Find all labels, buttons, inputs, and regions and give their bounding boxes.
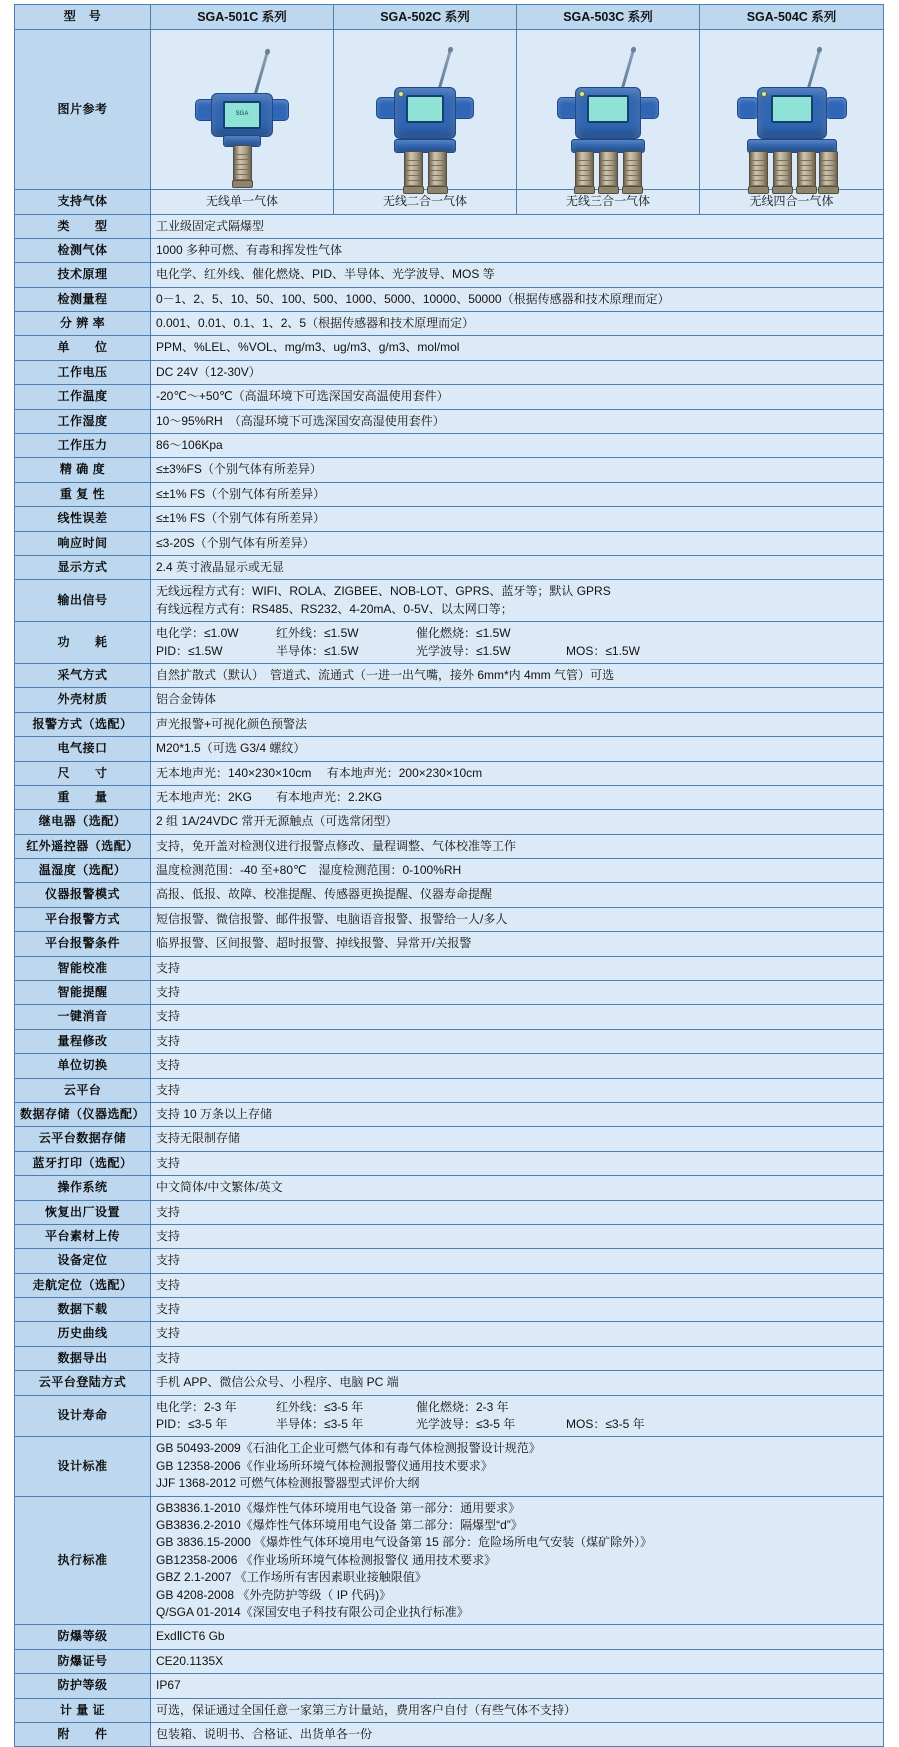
- lifetime-line-1: [156, 1399, 878, 1416]
- lcd-screen: [587, 95, 629, 123]
- row-label: 智能校准: [15, 956, 151, 980]
- row-value: 10～95%RH （高湿环境下可选深国安高湿使用套件）: [151, 409, 884, 433]
- row-value: 支持 10 万条以上存储: [151, 1102, 884, 1126]
- table-row: [15, 1649, 884, 1673]
- device-drawing-3: [533, 35, 683, 185]
- sensor-probe-1: [233, 145, 252, 185]
- design-standard-line: JJF 1368-2012 可燃气体检测报警器型式评价大纲: [156, 1476, 420, 1491]
- lcd-screen: [771, 95, 813, 123]
- row-value: M20*1.5（可选 G3/4 螺纹）: [151, 737, 884, 761]
- row-label: 温湿度（选配）: [15, 859, 151, 883]
- table-row: [15, 531, 884, 555]
- lifetime-item: [566, 1399, 716, 1416]
- design-lifetime-row: [15, 1395, 884, 1437]
- row-label: 一键消音: [15, 1005, 151, 1029]
- row-value: 支持: [151, 1298, 884, 1322]
- row-value: 自然扩散式（默认） 管道式、流通式（一进一出气嘴，接外 6mm*内 4mm 气管）可选: [151, 663, 884, 687]
- exec-standard-line: GB12358-2006 《作业场所环境气体检测报警仪 通用技术要求》: [156, 1552, 497, 1567]
- exec-standard-line: GB3836.1-2010《爆炸性气体环境用电气设备 第一部分：通用要求》: [156, 1500, 521, 1515]
- row-value: 支持: [151, 1151, 884, 1175]
- table-row: [15, 785, 884, 809]
- output-signal-row: [15, 580, 884, 622]
- mount-ear-left: [737, 97, 759, 119]
- row-value: 支持无限制存储: [151, 1127, 884, 1151]
- lifetime-line-2: [156, 1416, 878, 1433]
- table-row: [15, 1249, 884, 1273]
- row-label: 防爆等级: [15, 1625, 151, 1649]
- table-row: [15, 663, 884, 687]
- row-label: 仪器报警模式: [15, 883, 151, 907]
- row-label: 重 复 性: [15, 482, 151, 506]
- row-value: CE20.1135X: [151, 1649, 884, 1673]
- table-row: [15, 1625, 884, 1649]
- row-value: ≤3-20S（个别气体有所差异）: [151, 531, 884, 555]
- table-row: [15, 761, 884, 785]
- row-value: IP67: [151, 1674, 884, 1698]
- table-row: [15, 956, 884, 980]
- table-row: [15, 555, 884, 579]
- sensor-probe-3: [797, 151, 816, 191]
- row-label: 分 辨 率: [15, 312, 151, 336]
- lcd-text: SGA: [235, 110, 249, 117]
- row-label: 防爆证号: [15, 1649, 151, 1673]
- specification-table: [14, 4, 884, 1747]
- table-row: [15, 907, 884, 931]
- sensor-probe-1: [575, 151, 594, 191]
- row-value: 支持: [151, 1200, 884, 1224]
- supported-gas-label: 支持气体: [15, 190, 151, 214]
- exec-standard-line: Q/SGA 01-2014《深国安电子科技有限公司企业执行标准》: [156, 1604, 469, 1619]
- row-label: 单 位: [15, 336, 151, 360]
- table-row: [15, 312, 884, 336]
- table-row: [15, 932, 884, 956]
- table-row: [15, 263, 884, 287]
- power-line-1: [156, 625, 878, 642]
- row-label: 计 量 证: [15, 1698, 151, 1722]
- table-row: [15, 482, 884, 506]
- row-label: 类 型: [15, 214, 151, 238]
- table-row: [15, 458, 884, 482]
- row-value: 中文简体/中文繁体/英文: [151, 1176, 884, 1200]
- table-row: [15, 1371, 884, 1395]
- table-row: [15, 1346, 884, 1370]
- sensor-probe-2: [428, 151, 447, 191]
- row-label: 工作电压: [15, 360, 151, 384]
- supported-gas-4: 无线四合一气体: [700, 190, 884, 214]
- row-value: ≤±1% FS（个别气体有所差异）: [151, 482, 884, 506]
- exec-standard-value: [151, 1496, 884, 1625]
- lifetime-item: 半导体：≤3-5 年: [276, 1417, 364, 1432]
- table-row: [15, 1674, 884, 1698]
- row-label: 平台报警条件: [15, 932, 151, 956]
- row-label: 操作系统: [15, 1176, 151, 1200]
- row-value: 支持，免开盖对检测仪进行报警点修改、量程调整、气体校准等工作: [151, 834, 884, 858]
- row-value: 包装箱、说明书、合格证、出货单各一份: [151, 1722, 884, 1746]
- table-row: [15, 1054, 884, 1078]
- row-label: 采气方式: [15, 663, 151, 687]
- supported-gas-1: 无线单一气体: [151, 190, 334, 214]
- row-label: 防护等级: [15, 1674, 151, 1698]
- power-item: MOS：≤1.5W: [566, 643, 640, 658]
- table-row: [15, 360, 884, 384]
- row-value: 支持: [151, 1029, 884, 1053]
- table-row: [15, 238, 884, 262]
- table-row: [15, 1005, 884, 1029]
- row-label: 恢复出厂设置: [15, 1200, 151, 1224]
- mount-ear-right: [825, 97, 847, 119]
- row-value: DC 24V（12-30V）: [151, 360, 884, 384]
- row-value: 电化学、红外线、催化燃烧、PID、半导体、光学波导、MOS 等: [151, 263, 884, 287]
- header-label: 型 号: [15, 5, 151, 30]
- table-row: [15, 1127, 884, 1151]
- power-item: PID：≤1.5W: [156, 643, 223, 658]
- power-value: [151, 622, 884, 664]
- output-signal-line-1: 无线远程方式有：WIFI、ROLA、ZIGBEE、NOB-LOT、GPRS、蓝牙等；默认 GPRS: [156, 584, 611, 599]
- sensor-probe-3: [623, 151, 642, 191]
- row-value: 支持: [151, 956, 884, 980]
- row-label: 量程修改: [15, 1029, 151, 1053]
- row-label: 继电器（选配）: [15, 810, 151, 834]
- row-value: 支持: [151, 1322, 884, 1346]
- row-value: 可选，保证通过全国任意一家第三方计量站，费用客户自付（有些气体不支持）: [151, 1698, 884, 1722]
- lifetime-item: 光学波导：≤3-5 年: [416, 1417, 516, 1432]
- row-value: 支持: [151, 1054, 884, 1078]
- table-row: [15, 385, 884, 409]
- row-label: 显示方式: [15, 555, 151, 579]
- row-value: 支持: [151, 1346, 884, 1370]
- row-label: 报警方式（选配）: [15, 712, 151, 736]
- power-consumption-row: [15, 622, 884, 664]
- row-value: 铝合金铸体: [151, 688, 884, 712]
- row-value: 0.001、0.01、0.1、1、2、5（根据传感器和技术原理而定）: [151, 312, 884, 336]
- status-led: [398, 91, 404, 97]
- table-row: [15, 1176, 884, 1200]
- row-value: ExdⅡCT6 Gb: [151, 1625, 884, 1649]
- lifetime-label: 设计寿命: [15, 1395, 151, 1437]
- image-row-label: 图片参考: [15, 30, 151, 190]
- table-row: [15, 507, 884, 531]
- exec-standard-line: GBZ 2.1-2007 《工作场所有害因素职业接触限值》: [156, 1570, 427, 1585]
- row-label: 检测量程: [15, 287, 151, 311]
- lifetime-item: 催化燃烧：2-3 年: [416, 1399, 509, 1414]
- exec-standard-label: 执行标准: [15, 1496, 151, 1625]
- model-header-2: SGA-502C 系列: [334, 5, 517, 30]
- row-label: 工作温度: [15, 385, 151, 409]
- row-label: 云平台登陆方式: [15, 1371, 151, 1395]
- sensor-probe-4: [819, 151, 838, 191]
- table-row: [15, 434, 884, 458]
- lifetime-value: [151, 1395, 884, 1437]
- sensor-probe-1: [749, 151, 768, 191]
- output-signal-line-2: 有线远程方式有：RS485、RS232、4-20mA、0-5V、以太网口等；: [156, 601, 513, 616]
- product-image-4: [700, 30, 884, 190]
- antenna-icon: [253, 52, 269, 97]
- row-label: 检测气体: [15, 238, 151, 262]
- power-label: 功 耗: [15, 622, 151, 664]
- table-row: [15, 287, 884, 311]
- power-line-2: [156, 643, 878, 660]
- supported-gas-3: 无线三合一气体: [517, 190, 700, 214]
- product-image-1: [151, 30, 334, 190]
- row-label: 云平台: [15, 1078, 151, 1102]
- row-value: 短信报警、微信报警、邮件报警、电脑语音报警、报警给一人/多人: [151, 907, 884, 931]
- row-label: 数据导出: [15, 1346, 151, 1370]
- sensor-probe-1: [404, 151, 423, 191]
- row-value: -20℃～+50℃（高温环境下可选深国安高温使用套件）: [151, 385, 884, 409]
- design-standard-row: [15, 1437, 884, 1496]
- lifetime-item: PID：≤3-5 年: [156, 1417, 228, 1432]
- row-value: 无本地声光：140×230×10cm 有本地声光：200×230×10cm: [151, 761, 884, 785]
- row-label: 历史曲线: [15, 1322, 151, 1346]
- row-value: 支持: [151, 1224, 884, 1248]
- row-label: 附 件: [15, 1722, 151, 1746]
- row-value: 温度检测范围：-40 至+80℃ 湿度检测范围：0-100%RH: [151, 859, 884, 883]
- row-label: 走航定位（选配）: [15, 1273, 151, 1297]
- table-row: [15, 810, 884, 834]
- row-label: 外壳材质: [15, 688, 151, 712]
- table-row: [15, 1273, 884, 1297]
- model-header-4: SGA-504C 系列: [700, 5, 884, 30]
- table-row: [15, 859, 884, 883]
- table-row: [15, 688, 884, 712]
- row-label: 设备定位: [15, 1249, 151, 1273]
- row-label: 尺 寸: [15, 761, 151, 785]
- design-standard-value: [151, 1437, 884, 1496]
- gas-manifold: [394, 139, 456, 153]
- table-row: [15, 1102, 884, 1126]
- table-row: [15, 1224, 884, 1248]
- row-value: 高报、低报、故障、校准提醒、传感器更换提醒、仪器寿命提醒: [151, 883, 884, 907]
- product-image-3: [517, 30, 700, 190]
- design-standard-label: 设计标准: [15, 1437, 151, 1496]
- table-row: [15, 712, 884, 736]
- row-value: 支持: [151, 1249, 884, 1273]
- row-value: 手机 APP、微信公众号、小程序、电脑 PC 端: [151, 1371, 884, 1395]
- lifetime-item: MOS：≤3-5 年: [566, 1417, 645, 1432]
- exec-standard-row: [15, 1496, 884, 1625]
- device-drawing-2: [350, 35, 500, 185]
- row-label: 蓝牙打印（选配）: [15, 1151, 151, 1175]
- table-row: [15, 1029, 884, 1053]
- row-value: 0－1、2、5、10、50、100、500、1000、5000、10000、50000（根据传感器和技术原理而定）: [151, 287, 884, 311]
- row-value: 工业级固定式隔爆型: [151, 214, 884, 238]
- row-label: 单位切换: [15, 1054, 151, 1078]
- row-value: 声光报警+可视化颜色预警法: [151, 712, 884, 736]
- power-item: 光学波导：≤1.5W: [416, 643, 511, 658]
- spec-sheet: [0, 4, 899, 1747]
- row-value: ≤±3%FS（个别气体有所差异）: [151, 458, 884, 482]
- lifetime-item: 电化学：2-3 年: [156, 1399, 237, 1414]
- row-value: 支持: [151, 1273, 884, 1297]
- row-value: 支持: [151, 1078, 884, 1102]
- power-item: 电化学：≤1.0W: [156, 626, 239, 641]
- power-item: [566, 625, 716, 642]
- table-header-row: [15, 5, 884, 30]
- lcd-screen: [223, 101, 261, 129]
- row-label: 重 量: [15, 785, 151, 809]
- status-led: [579, 91, 585, 97]
- row-label: 云平台数据存储: [15, 1127, 151, 1151]
- row-label: 工作湿度: [15, 409, 151, 433]
- output-signal-value: [151, 580, 884, 622]
- row-value: ≤±1% FS（个别气体有所差异）: [151, 507, 884, 531]
- row-value: 无本地声光：2KG 有本地声光：2.2KG: [151, 785, 884, 809]
- row-value: 支持: [151, 1005, 884, 1029]
- model-header-1: SGA-501C 系列: [151, 5, 334, 30]
- table-row: [15, 737, 884, 761]
- table-row: [15, 1078, 884, 1102]
- table-row: [15, 336, 884, 360]
- model-header-3: SGA-503C 系列: [517, 5, 700, 30]
- sensor-probe-2: [773, 151, 792, 191]
- supported-gas-2: 无线二合一气体: [334, 190, 517, 214]
- lcd-screen: [406, 95, 444, 123]
- table-row: [15, 883, 884, 907]
- row-value: 临界报警、区间报警、超时报警、掉线报警、异常开/关报警: [151, 932, 884, 956]
- image-reference-row: [15, 30, 884, 190]
- table-row: [15, 981, 884, 1005]
- row-value: PPM、%LEL、%VOL、mg/m3、ug/m3、g/m3、mol/mol: [151, 336, 884, 360]
- row-label: 技术原理: [15, 263, 151, 287]
- power-item: 半导体：≤1.5W: [276, 643, 359, 658]
- row-value: 1000 多种可燃、有毒和挥发性气体: [151, 238, 884, 262]
- power-item: 催化燃烧：≤1.5W: [416, 626, 511, 641]
- design-standard-line: GB 12358-2006《作业场所环境气体检测报警仪通用技术要求》: [156, 1458, 493, 1473]
- table-row: [15, 1298, 884, 1322]
- product-image-2: [334, 30, 517, 190]
- table-row: [15, 834, 884, 858]
- row-label: 响应时间: [15, 531, 151, 555]
- power-item: 红外线：≤1.5W: [276, 626, 359, 641]
- row-label: 红外遥控器（选配）: [15, 834, 151, 858]
- row-label: 电气接口: [15, 737, 151, 761]
- sensor-probe-2: [599, 151, 618, 191]
- status-led: [761, 91, 767, 97]
- table-row: [15, 1698, 884, 1722]
- row-value: 支持: [151, 981, 884, 1005]
- row-label: 线性误差: [15, 507, 151, 531]
- row-label: 数据存储（仪器选配）: [15, 1102, 151, 1126]
- row-value: 2 组 1A/24VDC 常开无源触点（可选常闭型）: [151, 810, 884, 834]
- exec-standard-line: GB 3836.15-2000 《爆炸性气体环境用电气设备第 15 部分：危险场所电气安装（煤矿除外）》: [156, 1535, 653, 1550]
- row-label: 智能提醒: [15, 981, 151, 1005]
- table-row: [15, 214, 884, 238]
- table-row: [15, 409, 884, 433]
- table-row: [15, 1322, 884, 1346]
- table-row: [15, 1151, 884, 1175]
- device-drawing-4: [717, 35, 867, 185]
- row-label: 平台素材上传: [15, 1224, 151, 1248]
- row-label: 精 确 度: [15, 458, 151, 482]
- device-drawing-1: [167, 35, 317, 185]
- row-label: 工作压力: [15, 434, 151, 458]
- row-value: 86～106Kpa: [151, 434, 884, 458]
- row-label: 平台报警方式: [15, 907, 151, 931]
- exec-standard-line: GB 4208-2008 《外壳防护等级（ IP 代码)》: [156, 1587, 392, 1602]
- table-row: [15, 1200, 884, 1224]
- table-row: [15, 1722, 884, 1746]
- exec-standard-line: GB3836.2-2010《爆炸性气体环境用电气设备 第二部分：隔爆型“d”》: [156, 1518, 523, 1532]
- design-standard-line: GB 50493-2009《石油化工企业可燃气体和有毒气体检测报警设计规范》: [156, 1441, 541, 1456]
- output-signal-label: 输出信号: [15, 580, 151, 622]
- lifetime-item: 红外线：≤3-5 年: [276, 1399, 364, 1414]
- row-value: 2.4 英寸液晶显示或无显: [151, 555, 884, 579]
- row-label: 数据下载: [15, 1298, 151, 1322]
